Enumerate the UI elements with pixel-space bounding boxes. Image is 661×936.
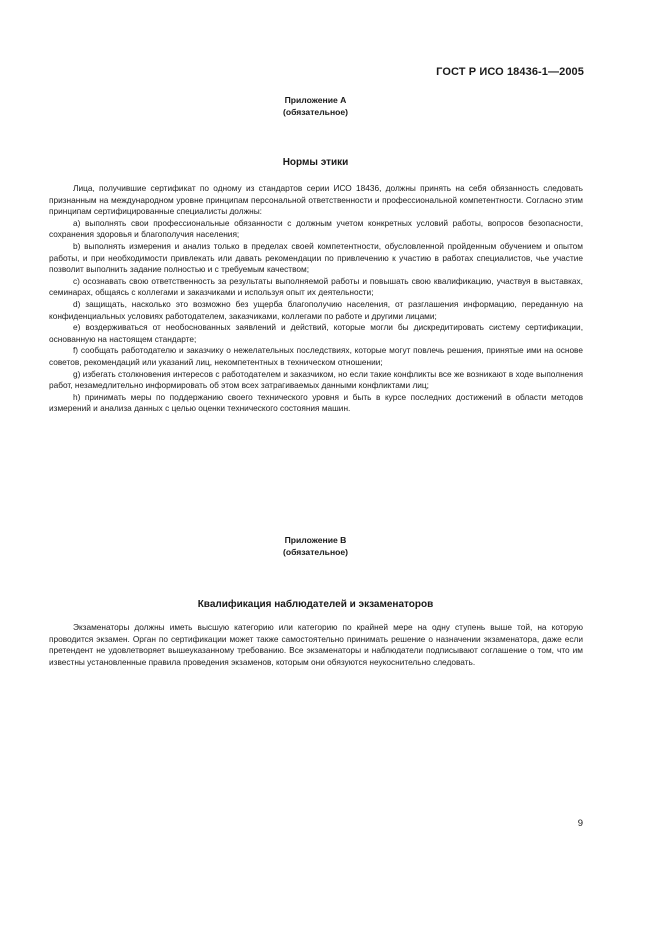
appendix-a-body: [49, 183, 583, 415]
ethics-item-h: h) принимать меры по поддержанию своего технического уровня и быть в курсе последних достижений в области методов измерений и анализа данных с целью оценки технического состояния машин.: [49, 391, 583, 414]
ethics-intro-paragraph: Лица, получившие сертификат по одному из стандартов серии ИСО 18436, должны принять на себя обязанность следовать признанным на международном уровне принципам персональной ответственности и профессиональной компетентности. Согласно этим принципам сертифицированные специалисты должны:: [49, 183, 583, 217]
appendix-a-heading: [0, 94, 631, 118]
ethics-item-d: d) защищать, насколько это возможно без ущерба благополучию населения, от разглашения информацию, переданную на конфиденциальных условиях работодателем, заказчиками, коллегами по работе и другими лицами;: [49, 298, 583, 321]
ethics-item-f: f) сообщать работодателю и заказчику о нежелательных последствиях, которые могут повлечь решения, принятые ими на основе советов, рекомендаций или указаний лиц, некомпетентных в техническом отношении;: [49, 345, 583, 367]
ethics-item-a: a) выполнять свои профессиональные обязанности с должным учетом конкретных условий работы, вопросов безопасности, сохранения здоровья и благополучия населения;: [49, 217, 583, 240]
appendix-b-status: (обязательное): [282, 547, 349, 557]
ethics-item-c: c) осознавать свою ответственность за результаты выполняемой работы и повышать свою квалификацию, участвуя в выставках, семинарах, общаясь с коллегами и заказчиками и используя опыт их деятельности;: [49, 275, 583, 298]
appendix-b-label: Приложение В: [284, 535, 347, 545]
appendix-b-body: [49, 622, 583, 668]
appendix-a-title: Нормы этики: [282, 157, 349, 168]
standard-header: ГОСТ Р ИСО 18436-1—2005: [436, 66, 584, 78]
appendix-a-status: (обязательное): [282, 107, 349, 117]
ethics-item-b: b) выполнять измерения и анализ только в пределах своей компетентности, обусловленной пройденным обучением и опытом работы, и при необходимости привлекать или давать рекомендации по привлечению к участию в работах специалистов, чье участие позволит выполнить задание полностью и с требуемым качеством;: [49, 240, 583, 275]
examiners-paragraph: Экзаменаторы должны иметь высшую категорию или категорию по крайней мере на одну ступень выше той, на которую проводится экзамен. Орган по сертификации может также самостоятельно принимать решение о назначении экзаменатора, даже если претендент не удовлетворяет вышеуказанному требованию. Все экзаменаторы и наблюдатели подписывают соглашение о том, что им известны установленные правила проведения экзаменов, которым они обязуются неукоснительно следовать.: [49, 622, 583, 667]
ethics-item-g: g) избегать столкновения интересов с работодателем и заказчиком, но если такие конфликты все же возникают в ходе выполнения работ, незамедлительно информировать об этом всех затрагиваемых данными конфликтами лиц;: [49, 368, 583, 391]
appendix-b-heading: [0, 534, 631, 558]
ethics-item-e: e) воздерживаться от необоснованных заявлений и действий, которые могли бы дискредитировать систему сертификации, основанную на настоящем стандарте;: [49, 322, 583, 344]
appendix-b-title: Квалификация наблюдателей и экзаменаторов: [197, 599, 434, 610]
appendix-a-label: Приложение А: [284, 95, 347, 105]
page-number: 9: [577, 818, 583, 829]
